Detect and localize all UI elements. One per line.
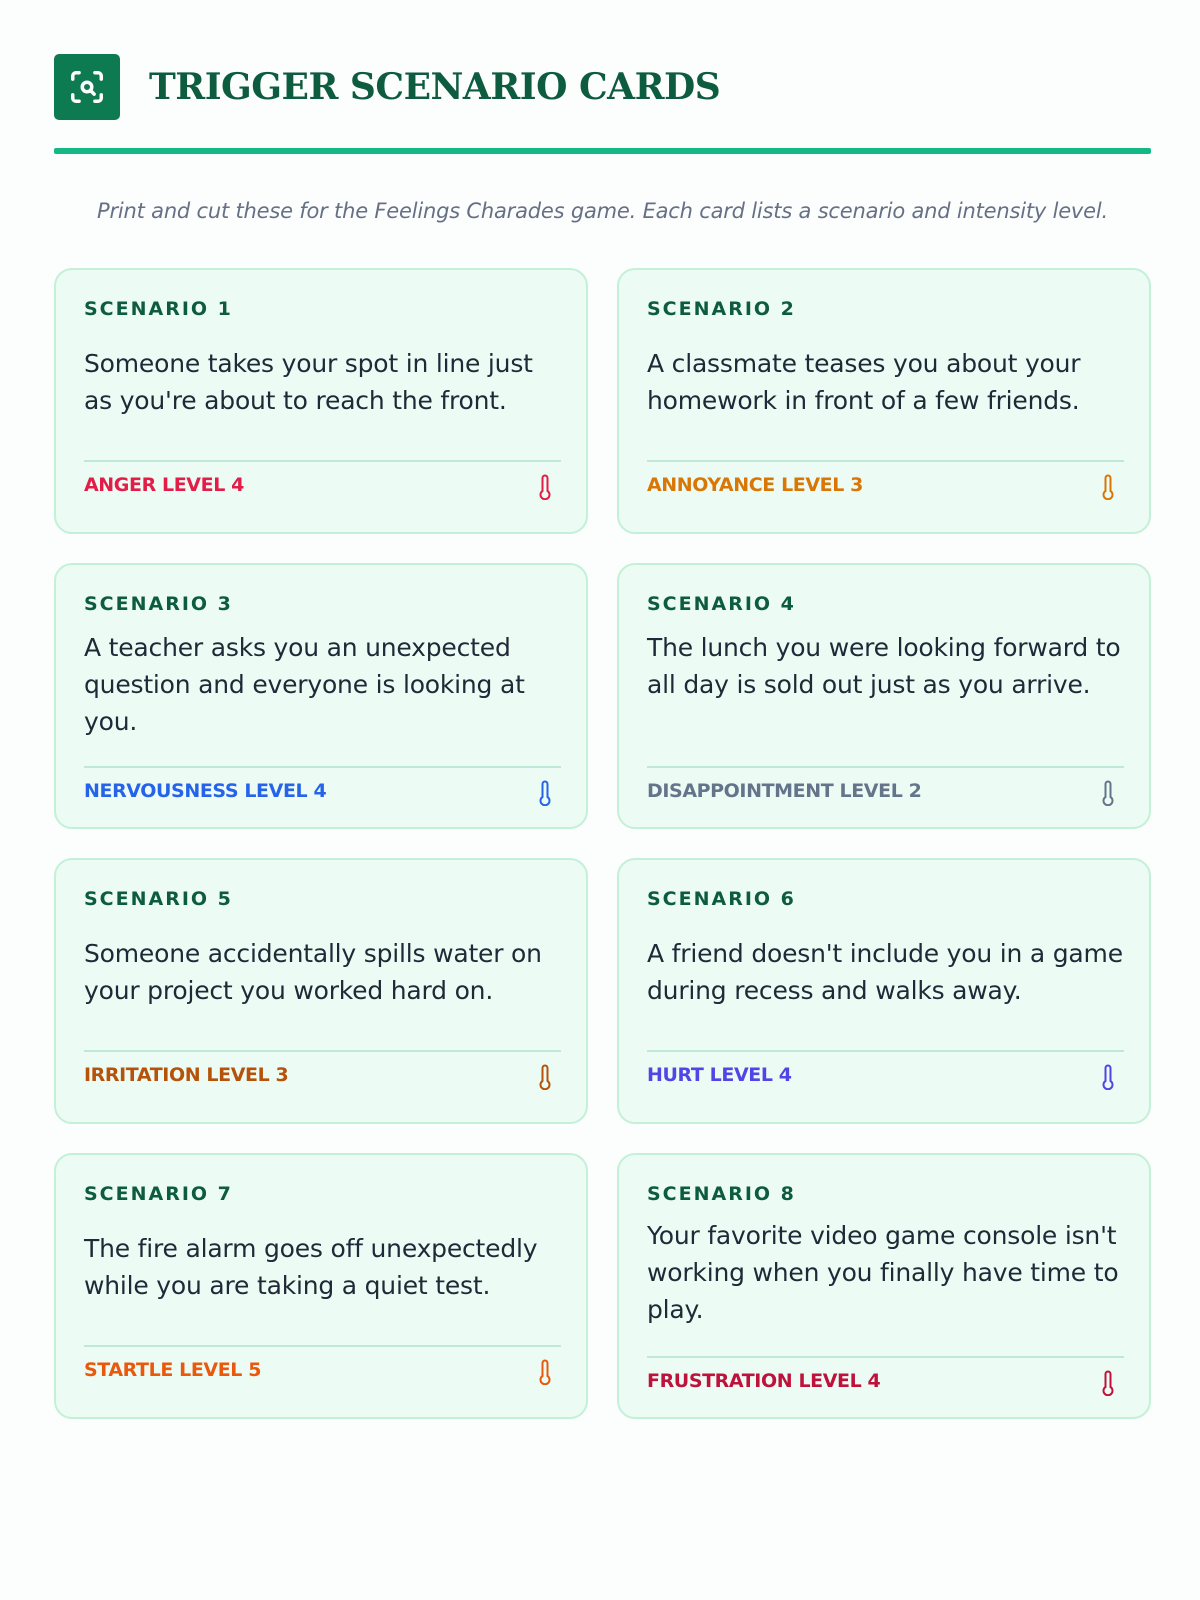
page-title: TRIGGER SCENARIO CARDS [149,66,721,108]
card-divider [647,460,1124,462]
intensity-level: ANGER LEVEL 4 [84,474,244,496]
scenario-text: Someone takes your spot in line just as you're about to reach the front. [84,349,533,415]
card-divider [84,460,561,462]
scenario-label: SCENARIO 4 [647,593,796,615]
scenario-card [617,268,1151,534]
card-divider [84,1050,561,1052]
thermometer-icon [1101,1370,1115,1396]
page-header [54,54,1151,154]
scenario-text: A classmate teases you about your homework in front of a few friends. [647,349,1081,415]
scenario-label: SCENARIO 2 [647,298,796,320]
card-divider [647,1050,1124,1052]
card-divider [84,1345,561,1347]
scan-search-icon [54,54,120,120]
intensity-level: STARTLE LEVEL 5 [84,1359,262,1381]
intensity-level: FRUSTRATION LEVEL 4 [647,1370,881,1392]
scenario-card [54,563,588,829]
scenario-text: A teacher asks you an unexpected question and everyone is looking at you. [84,633,525,736]
card-divider [647,1356,1124,1358]
scenario-label: SCENARIO 3 [84,593,233,615]
intensity-level: IRRITATION LEVEL 3 [84,1064,289,1086]
scenario-card [54,1153,588,1419]
page-subtitle: Print and cut these for the Feelings Charades game. Each card lists a scenario and intensity level. [97,199,1108,223]
scenario-label: SCENARIO 5 [84,888,233,910]
scenario-card [54,858,588,1124]
intensity-level: HURT LEVEL 4 [647,1064,792,1086]
card-divider [84,766,561,768]
thermometer-icon [538,780,552,806]
thermometer-icon [538,1359,552,1385]
scenario-card [617,858,1151,1124]
thermometer-icon [538,474,552,500]
thermometer-icon [1101,780,1115,806]
scenario-card [617,563,1151,829]
scenario-card [617,1153,1151,1419]
thermometer-icon [538,1064,552,1090]
thermometer-icon [1101,474,1115,500]
intensity-level: DISAPPOINTMENT LEVEL 2 [647,780,922,802]
scenario-label: SCENARIO 7 [84,1183,233,1205]
scenario-label: SCENARIO 6 [647,888,796,910]
scenario-card [54,268,588,534]
intensity-level: ANNOYANCE LEVEL 3 [647,474,863,496]
card-divider [647,766,1124,768]
scenario-label: SCENARIO 8 [647,1183,796,1205]
scenario-text: Your favorite video game console isn't working when you finally have time to play. [647,1221,1119,1324]
intensity-level: NERVOUSNESS LEVEL 4 [84,780,327,802]
scenario-label: SCENARIO 1 [84,298,233,320]
scenario-text: Someone accidentally spills water on your project you worked hard on. [84,939,542,1005]
header-divider [54,148,1151,154]
scenario-text: The lunch you were looking forward to all day is sold out just as you arrive. [647,633,1121,699]
thermometer-icon [1101,1064,1115,1090]
scenario-text: The fire alarm goes off unexpectedly while you are taking a quiet test. [84,1234,538,1300]
scenario-text: A friend doesn't include you in a game during recess and walks away. [647,939,1123,1005]
